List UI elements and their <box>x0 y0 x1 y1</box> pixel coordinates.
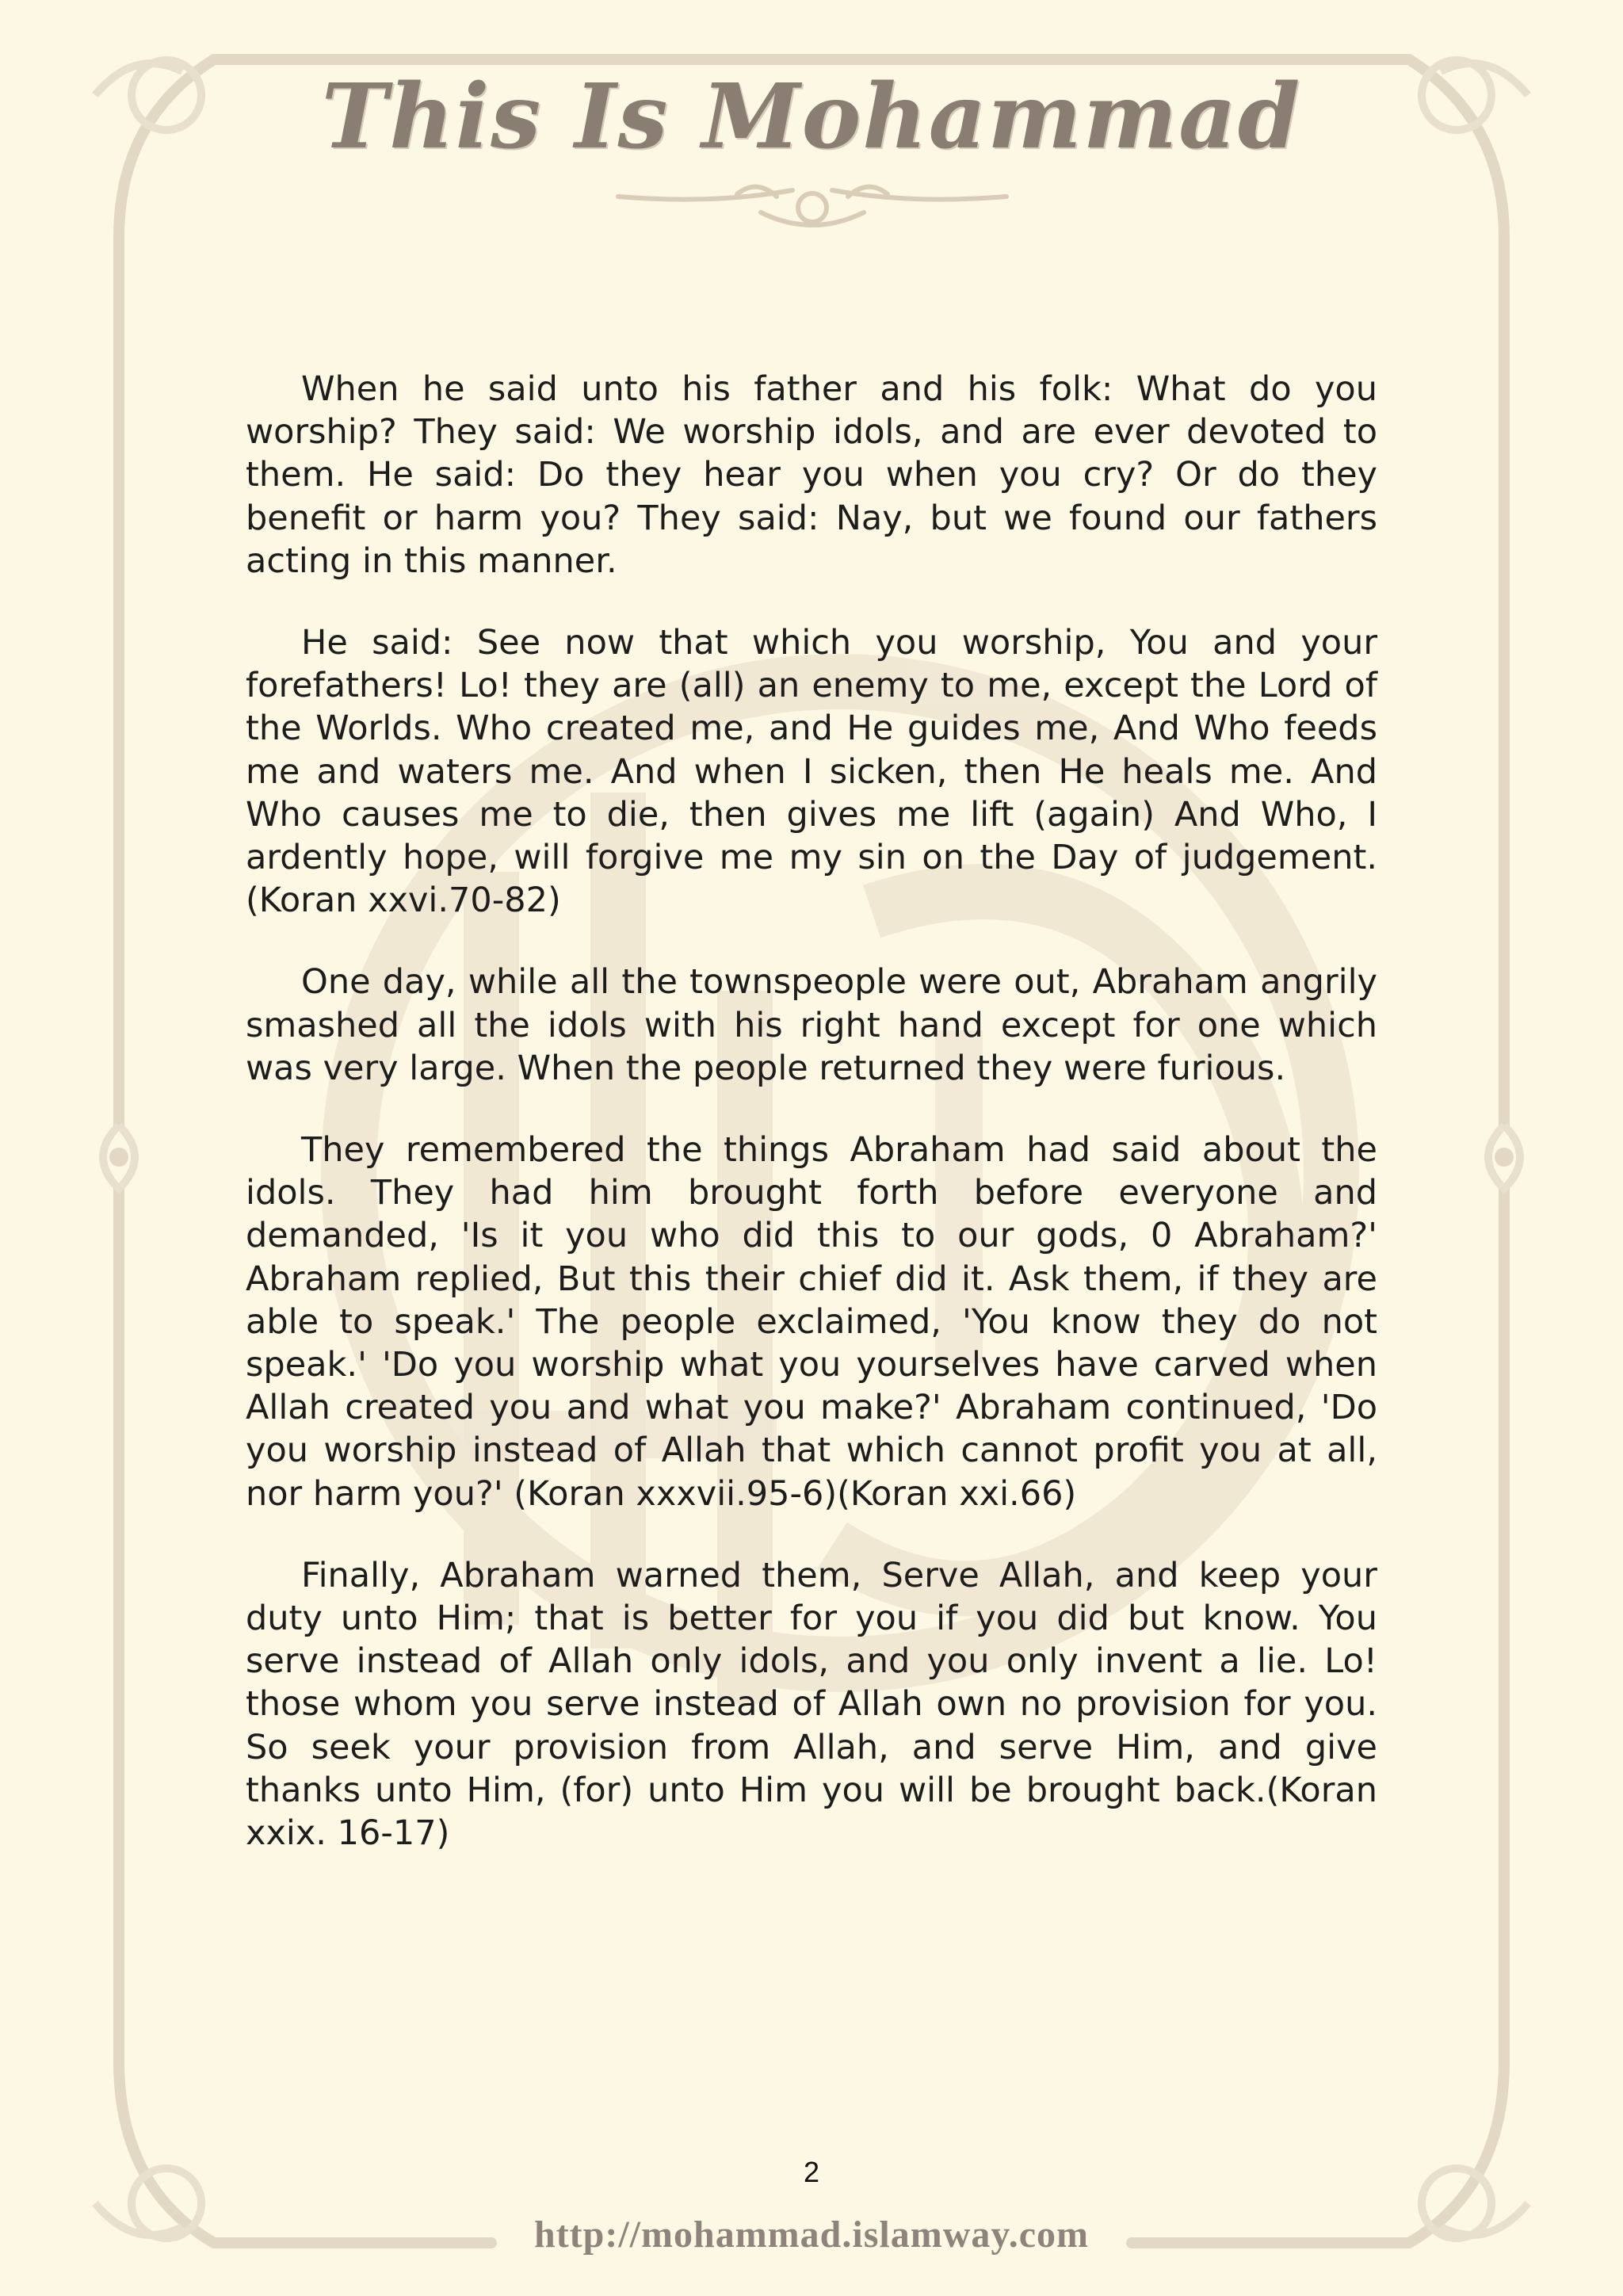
paragraph-3: One day, while all the townspeople were out, Abraham angrily smashed all the idols with his right hand except for one which was very large. When the people returned they were furious. <box>246 962 1377 1088</box>
paragraph-2: He said: See now that which you worship, You and your forefathers! Lo! they are (all) an enemy to me, except the Lord of the Worlds. Who created me, and He guides me, And Who feeds me and waters me. And when I sicken, then He heals me. And Who causes me to die, then gives me lift (again) And Who, I ardently hope, will forgive me my sin on the Day of judgement. (Koran xxvi.70-82) <box>246 623 1377 921</box>
paragraph-4: They remembered the things Abraham had said about the idols. They had him brought forth before everyone and demanded, 'Is it you who did this to our gods, 0 Abraham?' Abraham replied, But this their chief did it. Ask them, if they are able to speak.' The people exclaimed, 'You know they do not speak.' 'Do you worship what you yourselves have carved when Allah created you and what you make?' Abraham continued, 'Do you worship instead of Allah that which cannot profit you at all, nor harm you?' (Koran xxxvii.95-6)(Koran xxi.66) <box>246 1130 1377 1514</box>
paragraph-1: When he said unto his father and his folk: What do you worship? They said: We worship idols, and are ever devoted to them. He said: Do they hear you when you cry? Or do they benefit or harm you? They said: Nay, but we found our fathers acting in this manner. <box>246 369 1377 581</box>
page-title: This Is Mohammad <box>321 65 1302 169</box>
footer-url-link[interactable]: http://mohammad.islamway.com <box>534 2214 1089 2256</box>
body-text <box>246 368 1377 1893</box>
page-number: 2 <box>803 2156 820 2188</box>
paragraph-5: Finally, Abraham warned them, Serve Allah, and keep your duty unto Him; that is better for you if you did but know. You serve instead of Allah only idols, and you only invent a lie. Lo! those whom you serve instead of Allah own no provision for you. So seek your provision from Allah, and serve Him, and give thanks unto Him, (for) unto Him you will be brought back.(Koran xxix. 16-17) <box>246 1555 1377 1854</box>
